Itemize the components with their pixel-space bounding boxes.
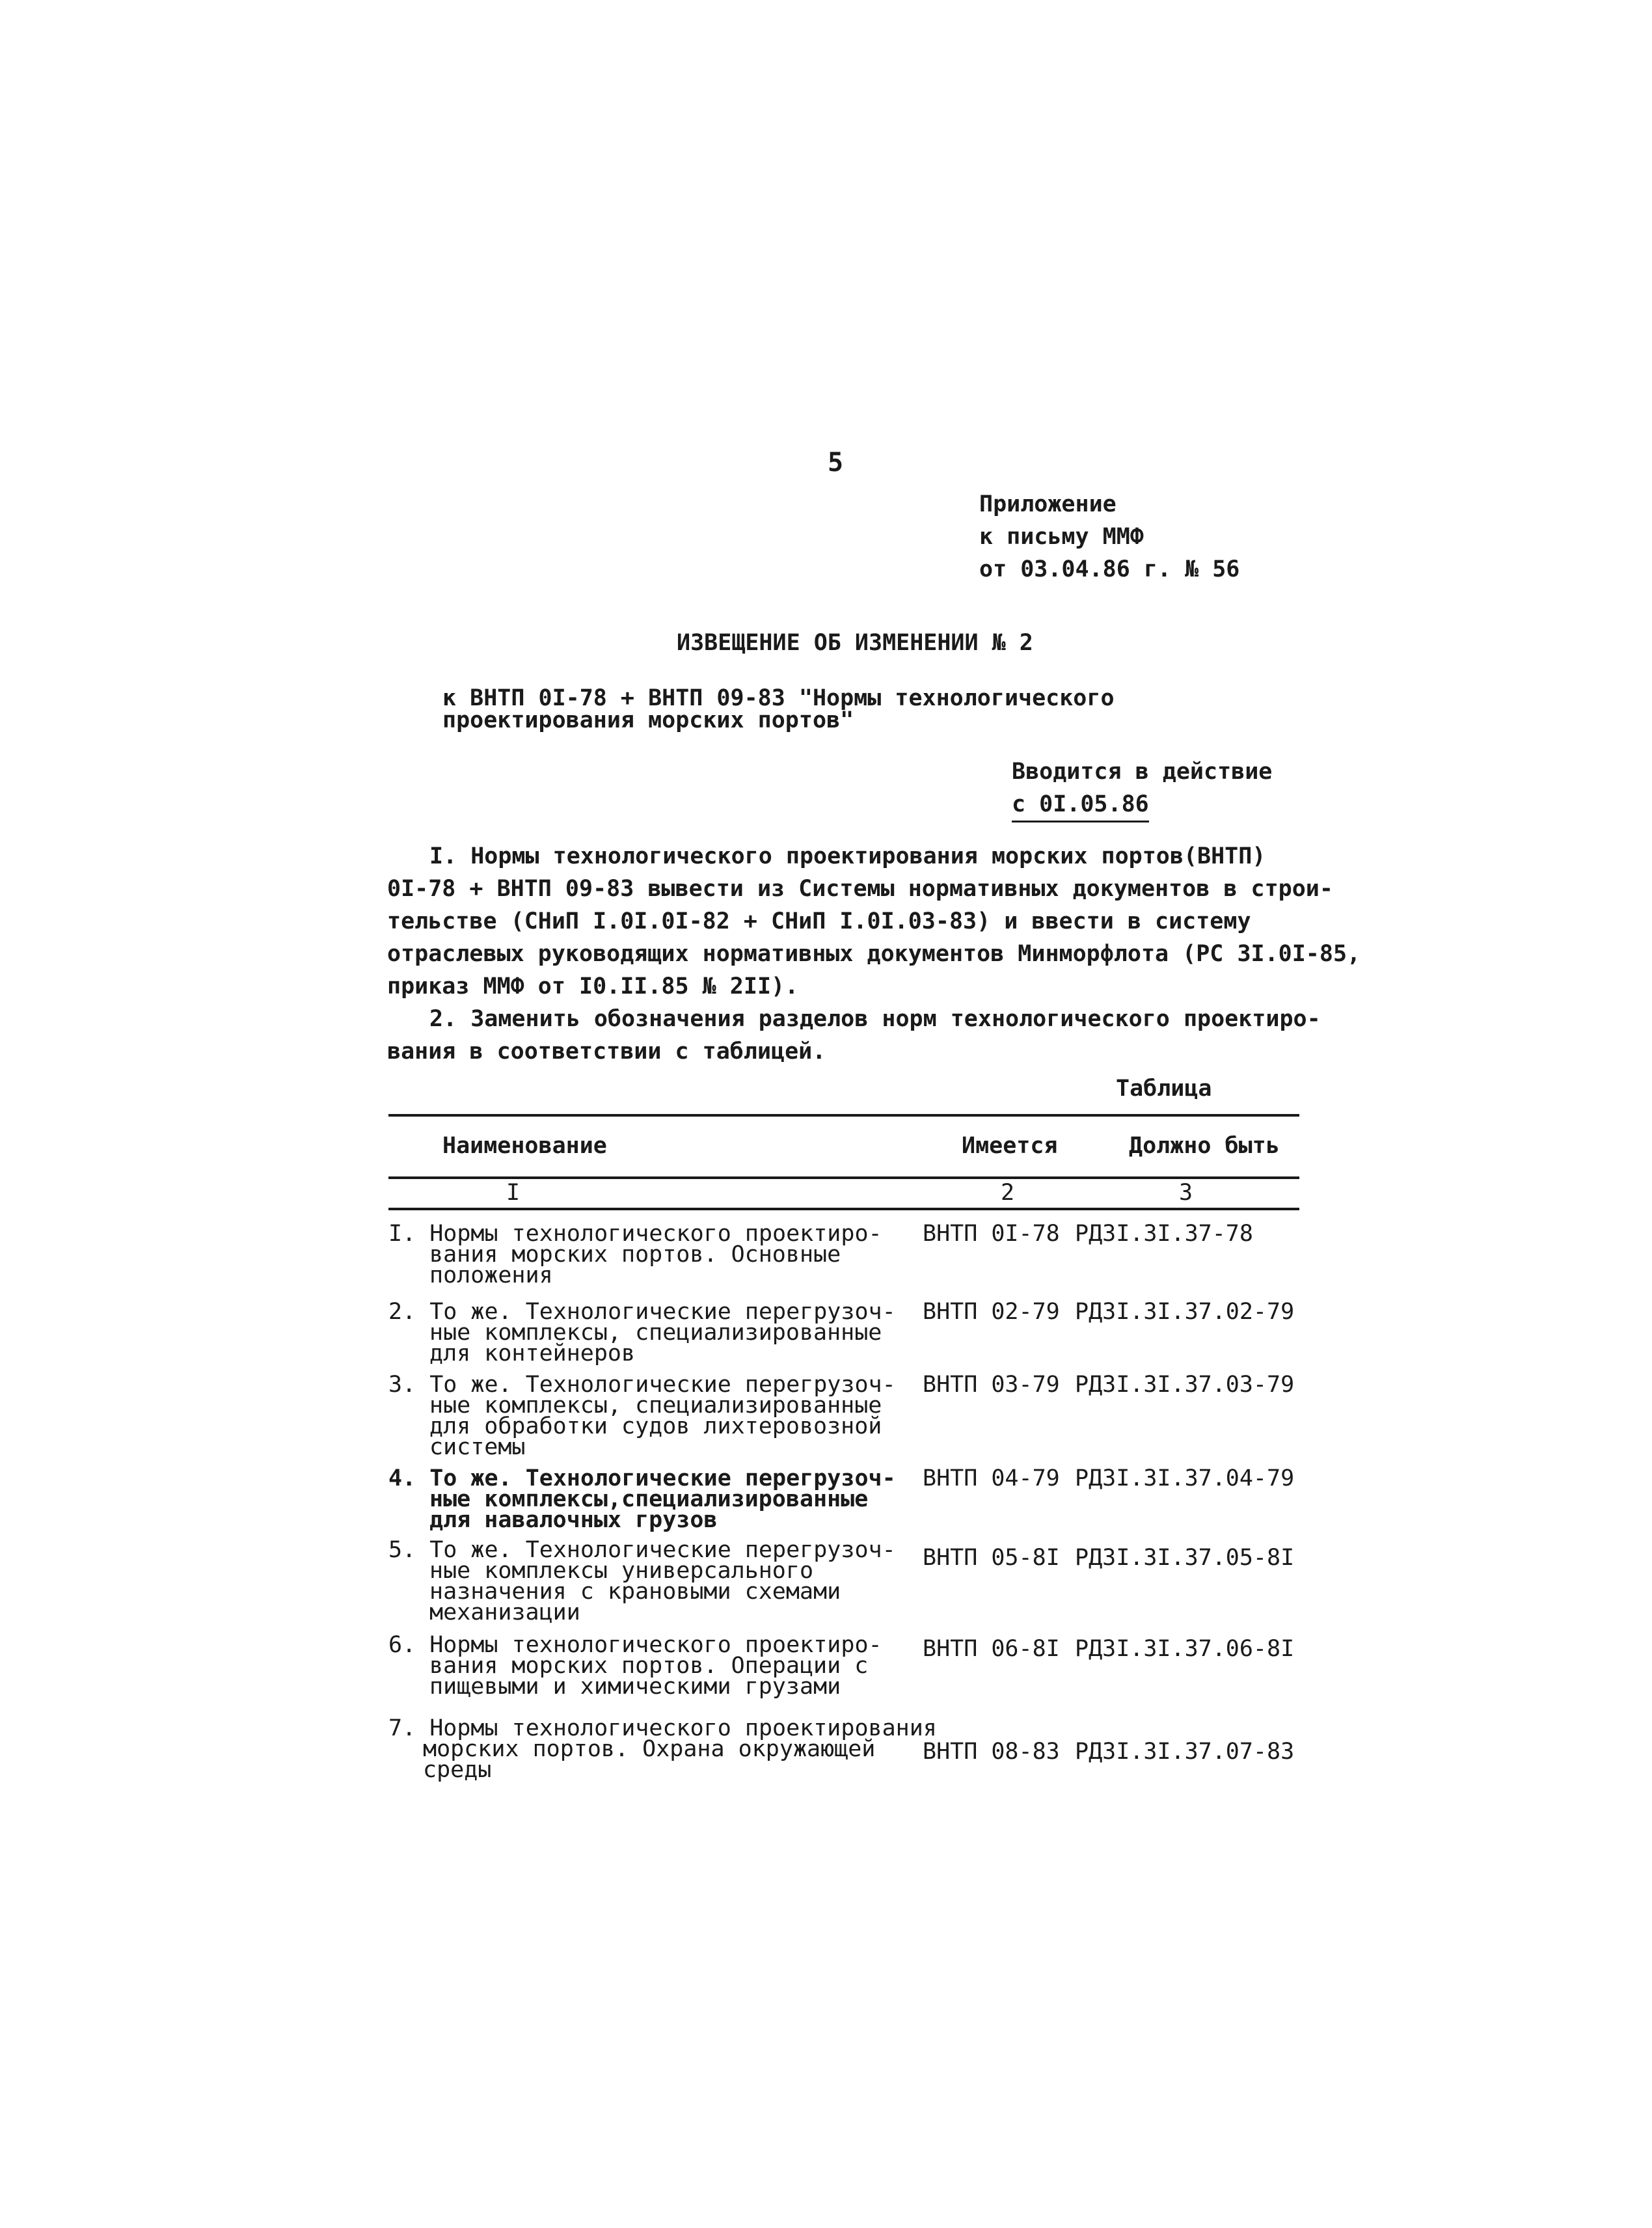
table-row-3-current: ВНТП 03-79 xyxy=(923,1372,1060,1398)
table-row-4-name-line-1: 4. То же. Технологические перегрузоч- xyxy=(388,1465,896,1491)
paragraph-1-line-2: 0I-78 + ВНТП 09-83 вывести из Системы нормативных документов в строи- xyxy=(387,876,1333,902)
table-row-4-name-line-2: ные комплексы,специализированные xyxy=(429,1486,869,1512)
appendix-line-3: от 03.04.86 г. № 56 xyxy=(979,556,1240,582)
table-row-1-name-line-1: I. Нормы технологического проектиро- xyxy=(388,1221,882,1247)
subject-line-1: к ВНТП 0I-78 + ВНТП 09-83 "Нормы технологического xyxy=(442,685,1115,711)
table-row-3-name-line-2: ные комплексы, специализированные xyxy=(429,1392,882,1419)
table-row-2-new: РД3I.3I.37.02-79 xyxy=(1075,1299,1295,1325)
table-row-1-name-line-3: положения xyxy=(429,1262,553,1288)
table-row-1-current: ВНТП 0I-78 xyxy=(923,1221,1060,1247)
table-row-4-name-line-3: для навалочных грузов xyxy=(429,1507,718,1533)
paragraph-1-line-4: отраслевых руководящих нормативных документов Минморфлота (РС 3I.0I-85, xyxy=(387,941,1361,967)
table-row-7-name-line-1: 7. Нормы технологического проектирования xyxy=(388,1715,937,1741)
table-row-5-name-line-1: 5. То же. Технологические перегрузоч- xyxy=(388,1537,896,1563)
paragraph-1-line-3: тельстве (СНиП I.0I.0I-82 + СНиП I.0I.03-83) и ввести в систему xyxy=(387,908,1251,934)
table-row-3-name-line-3: для обработки судов лихтеровозной xyxy=(429,1413,882,1439)
table-row-7-name-line-3: среды xyxy=(423,1757,492,1783)
header-current: Имеется xyxy=(962,1133,1058,1159)
table-row-5-name-line-4: механизации xyxy=(429,1599,580,1625)
effective-label: Вводится в действие xyxy=(1012,759,1273,785)
paragraph-1-line-1: I. Нормы технологического проектирования морских портов(ВНТП) xyxy=(429,843,1266,869)
table-row-3-name-line-4: системы xyxy=(429,1434,526,1460)
subject-line-2: проектирования морских портов" xyxy=(442,707,854,733)
appendix-line-2: к письму ММФ xyxy=(979,524,1144,550)
table-row-6-name-line-3: пищевыми и химическими грузами xyxy=(429,1674,841,1700)
table-top-rule xyxy=(388,1114,1299,1117)
table-row-6-name-line-1: 6. Нормы технологического проектиро- xyxy=(388,1632,882,1658)
table-row-6-name-line-2: вания морских портов. Операции с xyxy=(429,1653,869,1679)
table-caption: Таблица xyxy=(1116,1076,1212,1102)
table-row-2-name-line-2: ные комплексы, специализированные xyxy=(429,1320,882,1346)
table-row-3-new: РД3I.3I.37.03-79 xyxy=(1075,1372,1295,1398)
table-numbers-rule xyxy=(388,1208,1299,1210)
table-row-5-new: РД3I.3I.37.05-8I xyxy=(1075,1545,1295,1571)
table-row-6-current: ВНТП 06-8I xyxy=(923,1636,1060,1662)
column-number-1: I xyxy=(506,1180,521,1206)
notice-title: ИЗВЕЩЕНИЕ ОБ ИЗМЕНЕНИИ № 2 xyxy=(677,630,1033,656)
paragraph-2-line-2: вания в соответствии с таблицей. xyxy=(387,1039,826,1065)
column-number-3: 3 xyxy=(1179,1180,1193,1206)
table-row-1-new: РД3I.3I.37-78 xyxy=(1075,1221,1253,1247)
appendix-line-1: Приложение xyxy=(979,491,1117,517)
table-row-5-name-line-3: назначения с крановыми схемами xyxy=(429,1579,841,1605)
table-row-5-name-line-2: ные комплексы универсального xyxy=(429,1558,814,1584)
table-row-7-name-line-2: морских портов. Охрана окружающей xyxy=(423,1736,876,1762)
table-row-4-new: РД3I.3I.37.04-79 xyxy=(1075,1465,1295,1491)
table-row-5-current: ВНТП 05-8I xyxy=(923,1545,1060,1571)
column-number-2: 2 xyxy=(1001,1180,1015,1206)
table-row-7-current: ВНТП 08-83 xyxy=(923,1739,1060,1765)
page-number: 5 xyxy=(828,448,844,478)
table-header-rule xyxy=(388,1176,1299,1179)
paragraph-2-line-1: 2. Заменить обозначения разделов норм технологического проектиро- xyxy=(429,1006,1321,1032)
table-row-2-name-line-3: для контейнеров xyxy=(429,1340,636,1366)
header-name: Наименование xyxy=(442,1133,607,1159)
table-row-7-new: РД3I.3I.37.07-83 xyxy=(1075,1739,1295,1765)
table-row-6-new: РД3I.3I.37.06-8I xyxy=(1075,1636,1295,1662)
paragraph-1-line-5: приказ ММФ от I0.II.85 № 2II). xyxy=(387,973,799,999)
table-row-2-name-line-1: 2. То же. Технологические перегрузоч- xyxy=(388,1299,896,1325)
effective-date: с 0I.05.86 xyxy=(1012,789,1149,822)
header-new: Должно быть xyxy=(1129,1133,1280,1159)
table-row-4-current: ВНТП 04-79 xyxy=(923,1465,1060,1491)
table-row-3-name-line-1: 3. То же. Технологические перегрузоч- xyxy=(388,1372,896,1398)
table-row-2-current: ВНТП 02-79 xyxy=(923,1299,1060,1325)
table-row-1-name-line-2: вания морских портов. Основные xyxy=(429,1242,841,1268)
